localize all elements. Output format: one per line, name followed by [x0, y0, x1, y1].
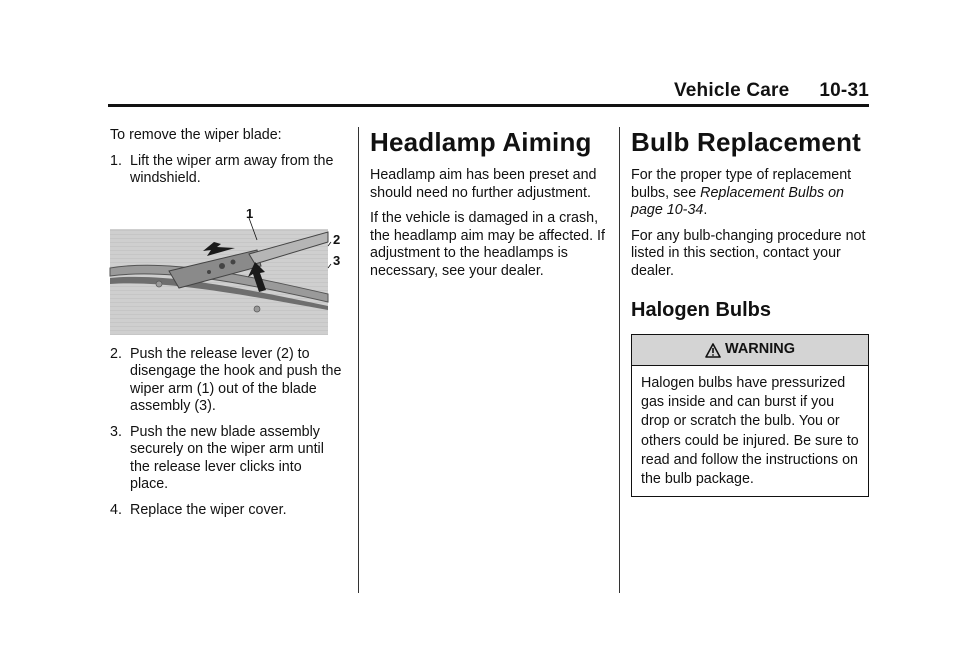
- section-heading: Bulb Replacement: [631, 127, 862, 157]
- callout-3: 3: [333, 252, 341, 268]
- callout-1: 1: [246, 205, 254, 221]
- cross-reference-link[interactable]: Replacement Bulbs on page 10-34: [631, 184, 845, 218]
- step-text: Replace the wiper cover.: [130, 501, 287, 518]
- paragraph: For the proper type of replacement bulbs, see Replacement Bulbs on page 10-34.: [631, 167, 852, 218]
- paragraph: For any bulb-changing procedure not listed in this section, contact your dealer.: [631, 227, 866, 279]
- section-heading: Headlamp Aiming: [370, 127, 592, 157]
- warning-header: [632, 335, 868, 366]
- section-title: Vehicle Care: [673, 80, 790, 101]
- step-item: 3. Push the new blade assembly securely on the wiper arm until the release lever clicks into place.: [110, 423, 324, 492]
- page-header: [108, 80, 869, 104]
- paragraph: Headlamp aim has been preset and should need no further adjustment.: [370, 167, 597, 201]
- header-rule: [108, 104, 869, 107]
- column-wiper: [110, 127, 342, 527]
- subsection-heading: Halogen Bulbs: [631, 299, 772, 321]
- column-divider: [358, 127, 359, 593]
- column-bulbs: [631, 127, 869, 497]
- intro-text: To remove the wiper blade:: [110, 127, 282, 143]
- step-item: 2. Push the release lever (2) to disengage the hook and push the wiper arm (1) out of the blade assembly (3).: [110, 345, 342, 414]
- step-text: Push the new blade assembly securely on the wiper arm until the release lever clicks into place.: [130, 423, 324, 492]
- step-text: Lift the wiper arm away from the windshield.: [130, 152, 334, 186]
- step-item: 4. Replace the wiper cover.: [110, 501, 287, 518]
- step-text: Push the release lever (2) to disengage the hook and push the wiper arm (1) out of the blade assembly (3).: [130, 345, 342, 414]
- paragraph: If the vehicle is damaged in a crash, the headlamp aim may be affected. If adjustment to the headlamps is necessary, see your dealer.: [370, 210, 605, 279]
- warning-box: [631, 334, 869, 497]
- column-headlamp: [370, 127, 608, 288]
- wiper-illustration: [109, 206, 349, 336]
- callout-2: 2: [333, 231, 341, 247]
- warning-text: Halogen bulbs have pressurized gas inside and can burst if you drop or scratch the bulb. You or others could be injured. Be sure to read and follow the instructions on the bulb package.: [641, 375, 859, 488]
- step-item: 1. Lift the wiper arm away from the windshield.: [110, 152, 334, 186]
- page-number: 10-31: [819, 80, 869, 101]
- warning-triangle-icon: [705, 343, 721, 358]
- column-divider: [619, 127, 620, 593]
- warning-label: WARNING: [724, 341, 796, 358]
